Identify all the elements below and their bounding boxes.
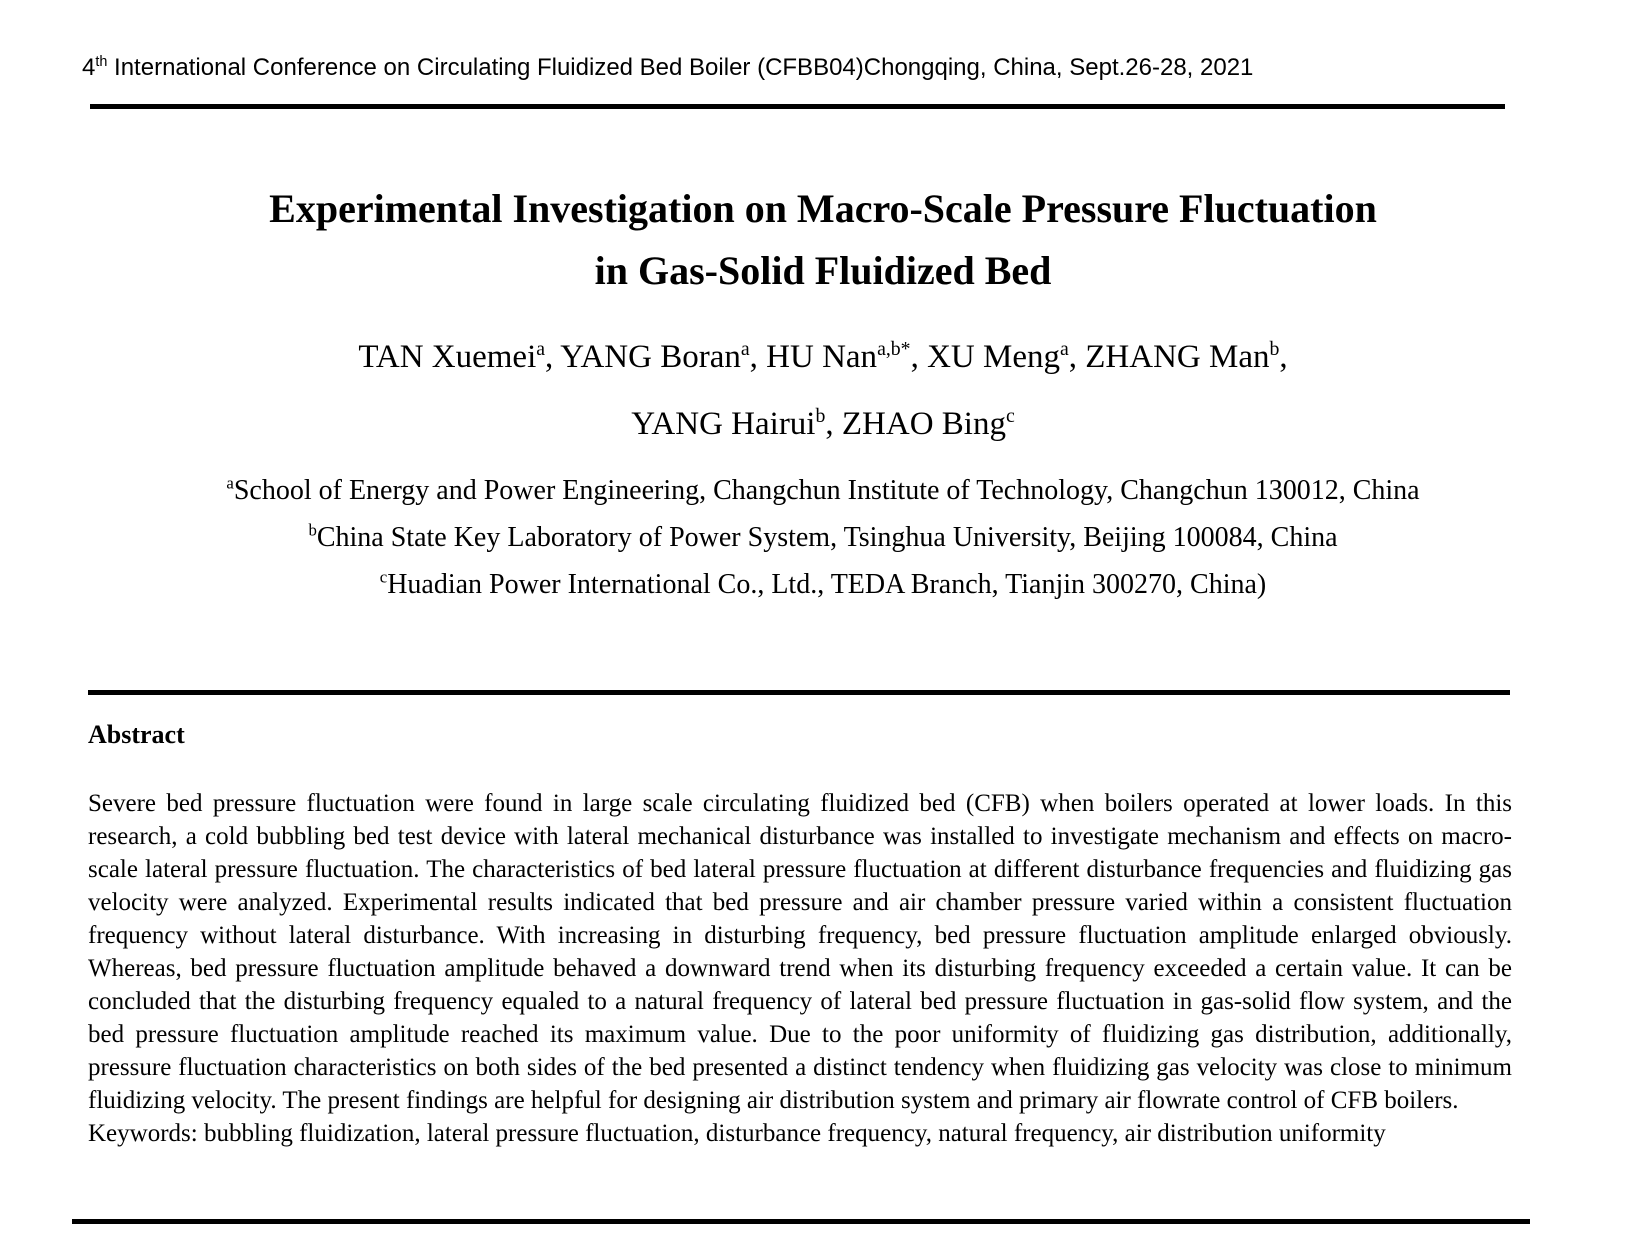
author-name: YANG Boran xyxy=(560,339,741,375)
author-line-1 xyxy=(0,324,1646,391)
author-separator: , xyxy=(1068,339,1086,375)
author-line-2 xyxy=(0,391,1646,458)
author-name: XU Meng xyxy=(927,339,1060,375)
affiliation-marker: b xyxy=(308,520,317,540)
author-separator: , xyxy=(910,339,928,375)
author-affiliation-marker: a xyxy=(536,338,546,360)
author-affiliation-marker: a,b* xyxy=(877,338,911,360)
abstract-body: Severe bed pressure fluctuation were found in large scale circulating fluidized bed (CFB) when boilers operated at lower loads. In this research, a cold bubbling bed test device with lateral mechanical disturbance was installed to investigate mechanism and effects on macro-scale lateral pressure fluctuation. The characteristics of bed lateral pressure fluctuation at different disturbance frequencies and fluidizing gas velocity were analyzed. Experimental results indicated that bed pressure and air chamber pressure varied within a consistent fluctuation frequency without lateral disturbance. With increasing in disturbing frequency, bed pressure fluctuation amplitude enlarged obviously. Whereas, bed pressure fluctuation amplitude behaved a downward trend when its disturbing frequency exceeded a certain value. It can be concluded that the disturbing frequency equaled to a natural frequency of lateral bed pressure fluctuation in gas-solid flow system, and the bed pressure fluctuation amplitude reached its maximum value. Due to the poor uniformity of fluidizing gas distribution, additionally, pressure fluctuation characteristics on both sides of the bed presented a distinct tendency when fluidizing gas velocity was close to minimum fluidizing velocity. The present findings are helpful for designing air distribution system and primary air flowrate control of CFB boilers. xyxy=(88,790,1512,1114)
affiliation-line xyxy=(0,514,1646,561)
author-separator: , xyxy=(825,406,842,442)
conference-header xyxy=(82,54,1253,82)
conference-ordinal-suffix: th xyxy=(95,54,108,70)
author-affiliation-marker: b xyxy=(815,405,826,427)
author-affiliation-marker: b xyxy=(1269,338,1280,360)
author-name: YANG Hairui xyxy=(631,406,816,442)
title-block-divider-rule xyxy=(88,690,1510,695)
affiliation-text: School of Energy and Power Engineering, Changchun Institute of Technology, Changchun 130012, China xyxy=(233,475,1420,506)
author-separator: , xyxy=(545,339,561,375)
author-name: ZHAO Bing xyxy=(841,406,1006,442)
paper-title xyxy=(0,178,1646,302)
author-list xyxy=(0,324,1646,458)
affiliation-line xyxy=(0,561,1646,608)
author-affiliation-marker: c xyxy=(1005,405,1015,427)
author-affiliation-marker: a xyxy=(740,338,750,360)
header-divider-rule xyxy=(90,104,1505,109)
affiliation-line xyxy=(0,467,1646,514)
abstract-section xyxy=(88,787,1512,1150)
author-name: HU Nan xyxy=(766,339,878,375)
affiliation-text: Huadian Power International Co., Ltd., TEDA Branch, Tianjin 300270, China) xyxy=(387,569,1267,600)
footer-divider-rule xyxy=(72,1219,1530,1224)
author-separator: , xyxy=(1279,339,1288,375)
paper-title-line-1: Experimental Investigation on Macro-Scale Pressure Fluctuation xyxy=(269,186,1377,231)
affiliation-list xyxy=(0,467,1646,608)
author-affiliation-marker: a xyxy=(1059,338,1069,360)
affiliation-marker: a xyxy=(226,473,234,493)
author-name: ZHANG Man xyxy=(1085,339,1270,375)
conference-number: 4 xyxy=(82,54,96,81)
affiliation-marker: c xyxy=(379,567,388,587)
author-separator: , xyxy=(749,339,767,375)
paper-title-line-2: in Gas-Solid Fluidized Bed xyxy=(594,248,1052,293)
affiliation-text: China State Key Laboratory of Power System, Tsinghua University, Beijing 100084, China xyxy=(316,522,1338,553)
keywords-line: Keywords: bubbling fluidization, lateral pressure fluctuation, disturbance frequency, natural frequency, air distribution uniformity xyxy=(88,1120,1386,1147)
conference-title-text: International Conference on Circulating Fluidized Bed Boiler (CFBB04)Chongqing, China, Sept.26-28, 2021 xyxy=(107,54,1254,81)
abstract-heading: Abstract xyxy=(88,720,185,749)
author-name: TAN Xuemei xyxy=(358,339,537,375)
